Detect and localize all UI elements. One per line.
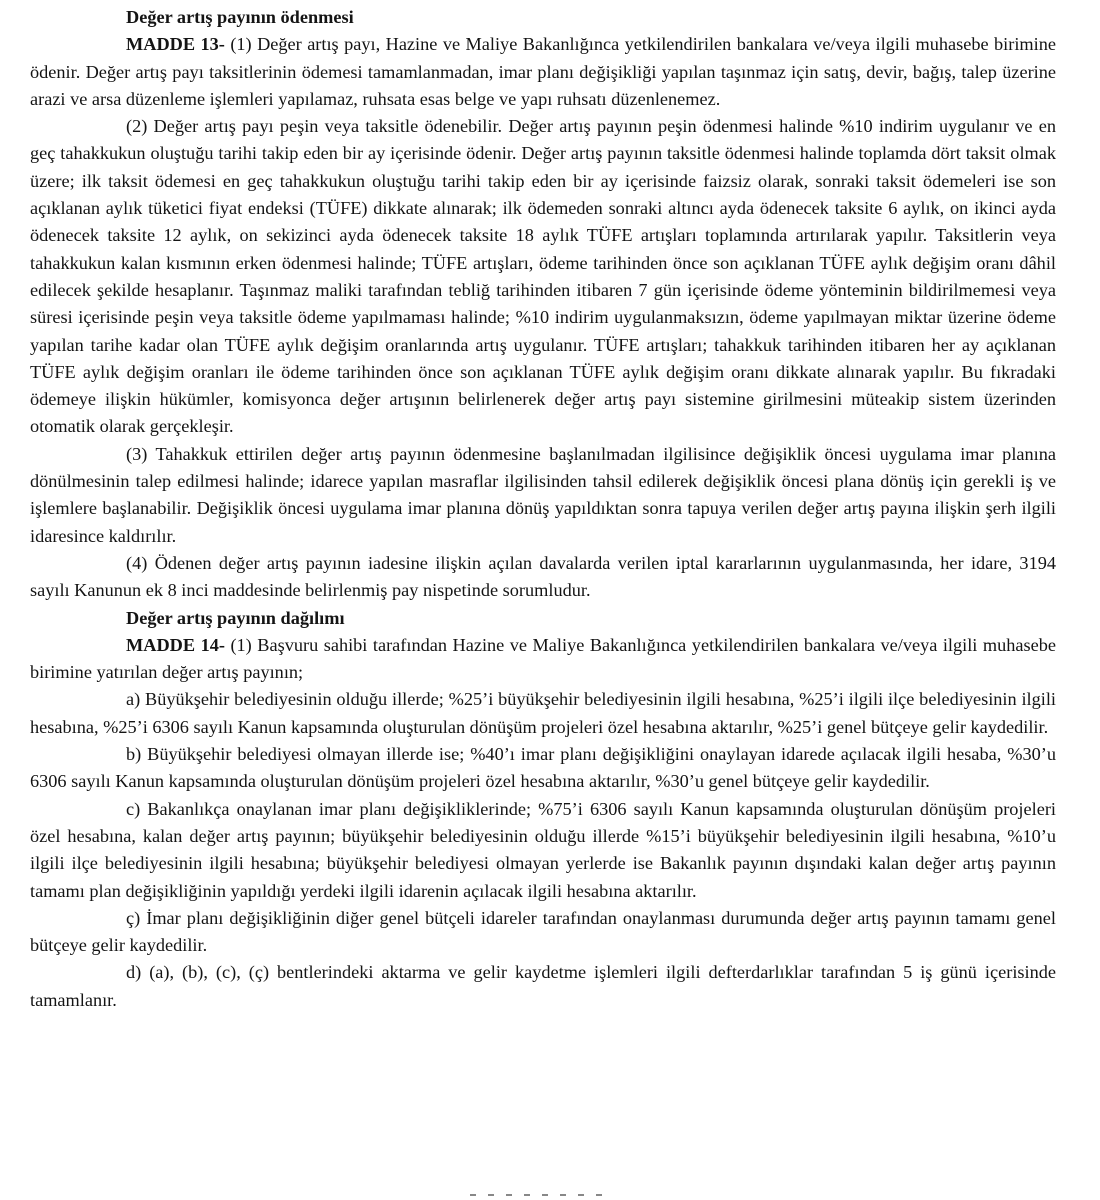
madde-14-label: MADDE 14- (126, 634, 225, 655)
madde-14-item-a: a) Büyükşehir belediyesinin olduğu illerde; %25’i büyükşehir belediyesinin ilgili hesabına, %25’i ilgili ilçe belediyesinin ilgili hesabına, %25’i 6306 sayılı Kanun kapsamında oluşturulan dönüşüm projeleri özel hesabına aktarılır, %25’i genel bütçeye gelir kaydedilir. (30, 689, 1056, 737)
madde-13-paragraph-1 (30, 31, 1056, 113)
madde-14-item-cc: ç) İmar planı değişikliğinin diğer genel bütçeli idareler tarafından onaylanması durumunda değer artış payının tamamı genel bütçeye gelir kaydedilir. (30, 907, 1056, 956)
scan-edge-artifact (470, 1194, 630, 1200)
madde-13-paragraph-1-text: (1) Değer artış payı, Hazine ve Maliye Bakanlığınca yetkilendirilen bankalara ve/veya ilgili muhasebe birimine ödenir. Değer artış payı taksitlerinin ödemesi tamamlanmadan, imar planı değişikliği yapılan taşınmaz için satış, devir, bağış, talep üzerine arazi ve arsa düzenleme işlemleri yapılamaz, ruhsata esas belge ve yapı ruhsatı düzenlenemez. (30, 34, 1056, 109)
madde-13-paragraph-4: (4) Ödenen değer artış payının iadesine ilişkin açılan davalarda verilen iptal kararlarının uygulanmasında, her idare, 3194 sayılı Kanunun ek 8 inci maddesinde belirlenmiş pay nispetinde sorumludur. (30, 552, 1056, 601)
madde-14-item-b: b) Büyükşehir belediyesi olmayan illerde ise; %40’ı imar planı değişikliğini onaylayan idarede açılacak ilgili hesaba, %30’u 6306 sayılı Kanun kapsamında oluşturulan dönüşüm projeleri özel hesabına aktarılır, %30’u genel bütçeye gelir kaydedilir. (30, 744, 1056, 792)
madde-13-paragraph-2: (2) Değer artış payı peşin veya taksitle ödenebilir. Değer artış payının peşin ödenmesi halinde %10 indirim uygulanır ve en geç tahakkukun oluştuğu tarihi takip eden bir ay içerisinde ödenir. Değer artış payının taksitle ödenmesi halinde toplamda dört taksit olmak üzere; ilk taksit ödemesi en geç tahakkukun oluştuğu tarihi takip eden bir ay içerisinde faizsiz olarak, sonraki taksit ödemeleri ise son açıklanan aylık tüketici fiyat endeksi (TÜFE) dikkate alınarak; ilk ödemeden sonraki altıncı ayda ödenecek taksite 6 aylık, on ikinci ayda ödenecek taksite 12 aylık, on sekizinci ayda ödenecek taksite 18 aylık TÜFE artışları toplamında artırılarak yapılır. Taksitlerin veya tahakkukun kalan kısmının erken ödenmesi halinde; TÜFE artışları, ödeme tarihinden önce son açıklanan TÜFE aylık değişim oranı dâhil edilecek şekilde hesaplanır. Taşınmaz maliki tarafından tebliğ tarihinden itibaren 7 gün içerisinde ödeme yönteminin bildirilmemesi veya süresi içerisinde peşin veya taksitle ödeme yapılmaması halinde; %10 indirim uygulanmaksızın, ödeme yapılmayan miktar üzerine ödeme yapılan tarihe kadar olan TÜFE aylık değişim oranlarında artış uygulanır. TÜFE artışları; tahakkuk tarihinden itibaren her ay açıklanan TÜFE aylık değişim oranları ile ödeme tarihinden önce son açıklanan TÜFE aylık değişim oranı dikkate alınarak yapılır. Bu fıkradaki ödemeye ilişkin hükümler, komisyonca değer artışının belirlenerek değer artış payı sistemine girilmesini müteakip sistem üzerinden otomatik olarak gerçekleşir. (30, 116, 1056, 437)
madde-14-item-d: d) (a), (b), (c), (ç) bentlerindeki aktarma ve gelir kaydetme işlemleri ilgili defterdarlıklar tarafından 5 iş günü içerisinde tamamlanır. (30, 962, 1056, 1010)
madde-14-paragraph-1-text: (1) Başvuru sahibi tarafından Hazine ve Maliye Bakanlığınca yetkilendirilen bankalara ve/veya ilgili muhasebe birimine yatırılan değer artış payının; (30, 634, 1056, 683)
madde-13-paragraph-3: (3) Tahakkuk ettirilen değer artış payının ödenmesine başlanılmadan ilgilisince değişiklik öncesi uygulama imar planına dönülmesinin talep edilmesi halinde; idarece yapılan masraflar ilgilisinden tahsil edilerek değişiklik öncesi plana dönüş için gerekli iş ve işlemlere başlanabilir. Değişiklik öncesi uygulama imar planına dönüş yapıldıktan sonra tapuya verilen değer artış payına ilişkin şerh ilgili idaresince kaldırılır. (30, 443, 1056, 546)
madde-14-paragraph-1 (30, 632, 1056, 687)
madde-13-label: MADDE 13- (126, 34, 225, 55)
document-page (30, 4, 1056, 1014)
section-heading-madde-14: Değer artış payının dağılımı (126, 607, 345, 628)
section-heading-madde-13: Değer artış payının ödenmesi (126, 7, 354, 27)
madde-14-item-c: c) Bakanlıkça onaylanan imar planı değişikliklerinde; %75’i 6306 sayılı Kanun kapsamında oluşturulan dönüşüm projeleri özel hesabına, kalan değer artış payının; büyükşehir belediyesinin olduğu illerde %15’i büyükşehir belediyesinin ilgili hesabına, %10’u ilgili ilçe belediyesinin ilgili hesabına; büyükşehir belediyesi olmayan yerlerde ise Bakanlık payının dışındaki kalan değer artış payının tamamı plan değişikliğinin yapıldığı yerdeki ilgili idarenin açılacak ilgili hesabına aktarılır. (30, 798, 1056, 901)
